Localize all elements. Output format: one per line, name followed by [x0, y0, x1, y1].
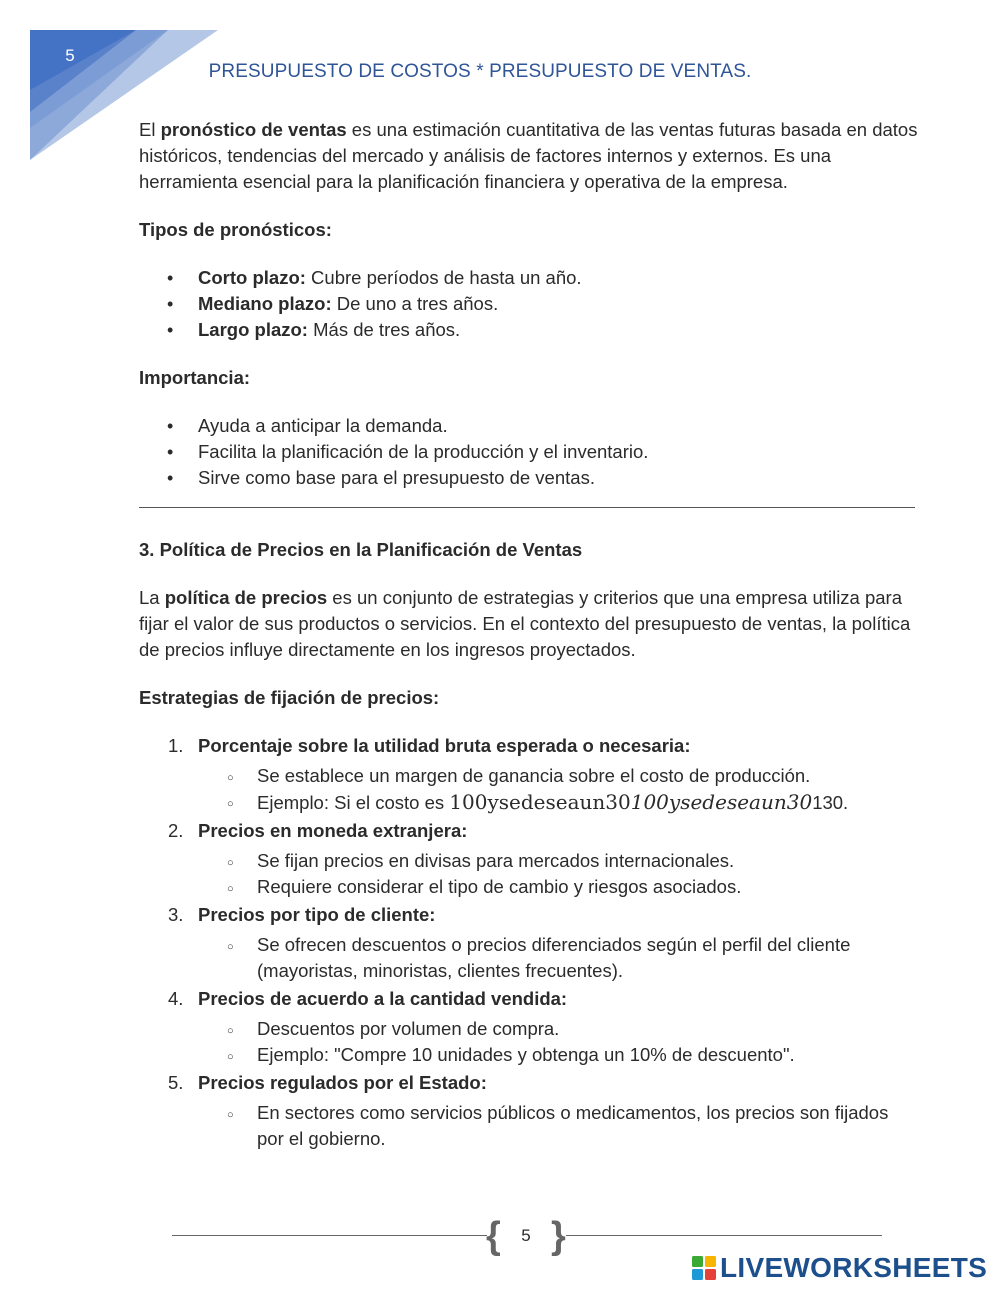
sub-item-example: ○ Ejemplo: Si el costo es 100ysedeseaun30100ysedeseaun30130.	[198, 789, 919, 816]
strategy-title: Precios regulados por el Estado:	[198, 1072, 487, 1093]
liveworksheets-logo-icon	[692, 1256, 716, 1280]
document-body	[139, 117, 919, 1154]
list-item: • Sirve como base para el presupuesto de ventas.	[139, 465, 919, 491]
tipos-heading: Tipos de pronósticos:	[139, 219, 332, 240]
strategy-item: 5. Precios regulados por el Estado: ○ En sectores como servicios públicos o medicamentos, los precios son fijados por el gobierno.	[139, 1070, 919, 1152]
strategy-item: 2. Precios en moneda extranjera: ○ Se fijan precios en divisas para mercados internacionales. ○ Requiere considerar el tipo de cambio y riesgos asociados.	[139, 818, 919, 900]
strategy-item: 3. Precios por tipo de cliente: ○ Se ofrecen descuentos o precios diferenciados según el perfil del cliente (mayoristas, minoristas, clientes frecuentes).	[139, 902, 919, 984]
sub-item: ○ En sectores como servicios públicos o medicamentos, los precios son fijados por el gobierno.	[198, 1100, 919, 1152]
header-page-number: 5	[65, 46, 75, 65]
strategies-heading: Estrategias de fijación de precios:	[139, 687, 440, 708]
list-item: • Ayuda a anticipar la demanda.	[139, 413, 919, 439]
section3-intro: La política de precios es un conjunto de estrategias y criterios que una empresa utiliza para fijar el valor de sus productos o servicios. En el contexto del presupuesto de ventas, la política de precios influye directamente en los ingresos proyectados.	[139, 587, 911, 660]
strategy-title: Porcentaje sobre la utilidad bruta esperada o necesaria:	[198, 735, 691, 756]
strategies-list	[139, 733, 919, 1152]
brand-watermark[interactable]	[692, 1252, 987, 1284]
page-title: PRESUPUESTO DE COSTOS * PRESUPUESTO DE VENTAS.	[208, 61, 752, 82]
strategy-title: Precios en moneda extranjera:	[198, 820, 468, 841]
sub-item: ○ Se establece un margen de ganancia sobre el costo de producción.	[198, 763, 919, 789]
list-item: • Mediano plazo: De uno a tres años.	[139, 291, 919, 317]
sub-item: ○ Descuentos por volumen de compra.	[198, 1016, 919, 1042]
brand-name: LIVEWORKSHEETS	[720, 1252, 988, 1283]
sub-item: ○ Se fijan precios en divisas para mercados internacionales.	[198, 848, 919, 874]
strategy-title: Precios de acuerdo a la cantidad vendida:	[198, 988, 568, 1009]
section3-heading: 3. Política de Precios en la Planificación de Ventas	[139, 539, 583, 560]
intro-paragraph: El pronóstico de ventas es una estimación cuantitativa de las ventas futuras basada en datos históricos, tendencias del mercado y análisis de factores internos y externos. Es una herramienta esencial para la planificación financiera y operativa de la empresa.	[139, 119, 918, 192]
list-item: • Largo plazo: Más de tres años.	[139, 317, 919, 343]
sub-item: ○ Se ofrecen descuentos o precios diferenciados según el perfil del cliente (mayoristas, minoristas, clientes frecuentes).	[198, 932, 919, 984]
list-item: • Corto plazo: Cubre períodos de hasta un año.	[139, 265, 919, 291]
importancia-list	[139, 413, 919, 491]
strategy-item: 4. Precios de acuerdo a la cantidad vendida: ○ Descuentos por volumen de compra. ○ Ejemplo: "Compre 10 unidades y obtenga un 10% de descuento".	[139, 986, 919, 1068]
importancia-heading: Importancia:	[139, 367, 251, 388]
footer-bracket-right: }	[551, 1215, 566, 1257]
footer-line-right	[566, 1235, 882, 1236]
tipos-list	[139, 265, 919, 343]
sub-item: ○ Requiere considerar el tipo de cambio y riesgos asociados.	[198, 874, 919, 900]
footer-line-left	[172, 1235, 487, 1236]
footer-bracket-left: {	[486, 1215, 501, 1257]
list-item: • Facilita la planificación de la producción y el inventario.	[139, 439, 919, 465]
section-divider	[139, 507, 915, 508]
section3-term: política de precios	[164, 587, 328, 608]
intro-term: pronóstico de ventas	[160, 119, 347, 140]
strategy-title: Precios por tipo de cliente:	[198, 904, 436, 925]
footer-page-number: 5	[521, 1226, 531, 1245]
sub-item: ○ Ejemplo: "Compre 10 unidades y obtenga un 10% de descuento".	[198, 1042, 919, 1068]
strategy-item: 1. Porcentaje sobre la utilidad bruta esperada o necesaria: ○ Se establece un margen de ganancia sobre el costo de producción. ○ Ejemplo: Si el costo es 100ysedeseaun30100ysedeseaun30130.	[139, 733, 919, 816]
